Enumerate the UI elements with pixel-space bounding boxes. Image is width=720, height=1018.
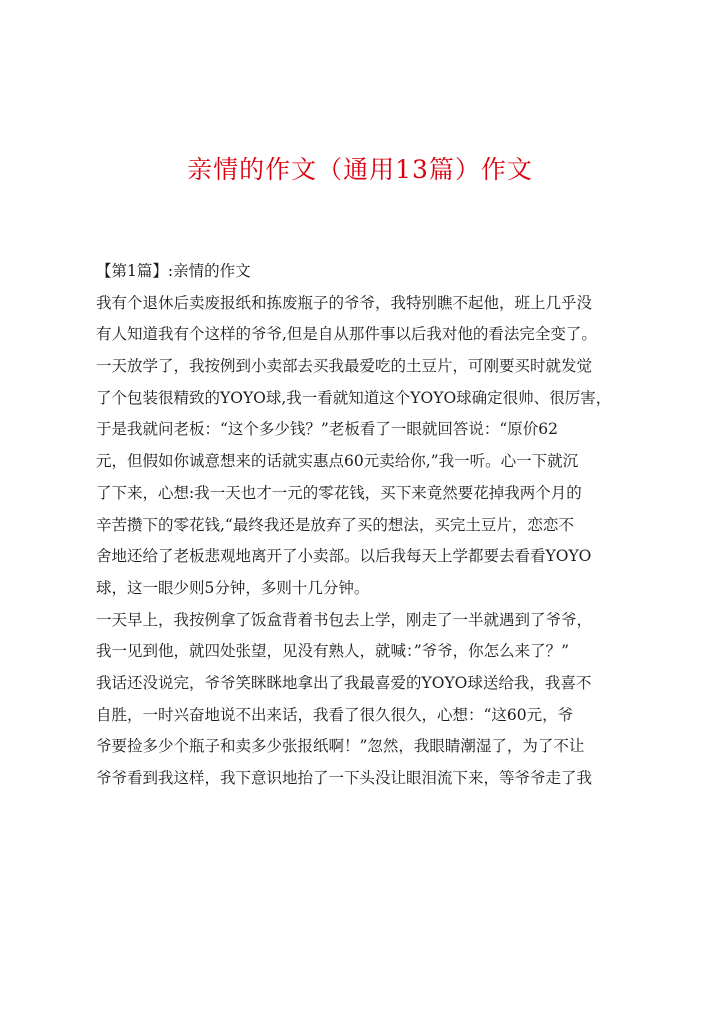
body-line: 有人知道我有个这样的爷爷,但是自从那件事以后我对他的看法完全变了。 — [96, 325, 597, 344]
body-line: 一天早上，我按例拿了饭盒背着书包去上学，刚走了一半就遇到了爷爷， — [96, 610, 593, 629]
body-line: 舍地还给了老板悲观地离开了小卖部。以后我每天上学都要去看看YOYO — [96, 547, 592, 566]
body-line: 自胜，一时兴奋地说不出来话，我看了很久很久，心想：“这60元，爷 — [96, 705, 574, 724]
body-line: 于是我就问老板：“这个多少钱？”老板看了一眼就回答说：“原价62 — [96, 420, 558, 439]
body-line: 了个包装很精致的YOYO球,我一看就知道这个YOYO球确定很帅、很厉害， — [96, 388, 612, 407]
document-title: 亲情的作文（通用13篇）作文 — [187, 155, 533, 184]
document-body — [96, 256, 636, 795]
body-line: 球，这一眼少则5分钟，多则十几分钟。 — [96, 578, 370, 597]
body-line: 我一见到他，就四处张望，见没有熟人，就喊：”爷爷，你怎么来了？” — [96, 642, 570, 661]
body-line: 我有个退休后卖废报纸和拣废瓶子的爷爷，我特别瞧不起他，班上几乎没 — [96, 293, 593, 312]
body-line: 一天放学了，我按例到小卖部去买我最爱吃的土豆片，可刚要买时就发觉 — [96, 357, 593, 376]
section-heading: 【第1篇】:亲情的作文 — [96, 262, 251, 280]
body-line: 辛苦攒下的零花钱,“最终我还是放弃了买的想法，买完土豆片，恋恋不 — [96, 515, 574, 534]
body-line: 爷爷看到我这样，我下意识地抬了一下头没让眼泪流下来，等爷爷走了我 — [96, 769, 593, 787]
body-line: 我话还没说完，爷爷笑眯眯地拿出了我最喜爱的YOYO球送给我，我喜不 — [96, 673, 592, 692]
body-line: 元，但假如你诚意想来的话就实惠点60元卖给你,”我一听。心一下就沉 — [96, 452, 579, 471]
body-line: 了下来，心想:我一天也才一元的零花钱，买下来竟然要花掉我两个月的 — [96, 483, 582, 502]
body-line: 爷要捡多少个瓶子和卖多少张报纸啊！”忽然，我眼睛潮湿了，为了不让 — [96, 737, 585, 756]
